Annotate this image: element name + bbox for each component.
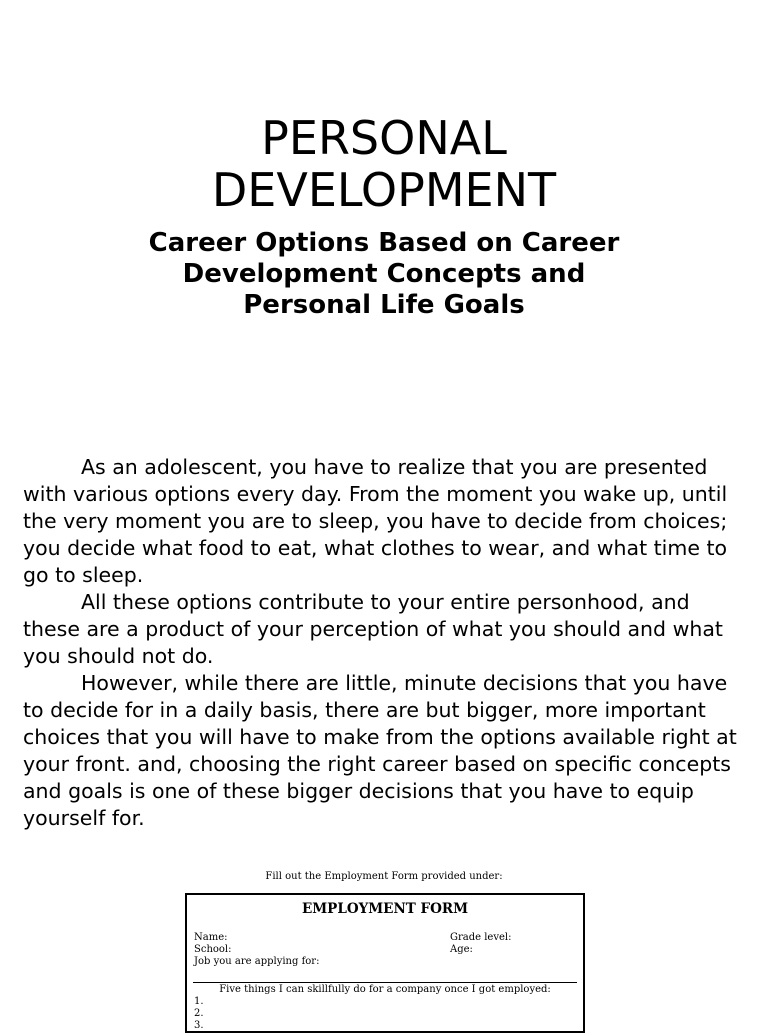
- document-title: [0, 112, 768, 216]
- subtitle-line: Development Concepts and: [182, 259, 586, 289]
- document-subtitle: [0, 228, 768, 321]
- list-number: 2.: [194, 1008, 204, 1019]
- age-field-label: Age:: [450, 944, 473, 955]
- body-text: [23, 454, 753, 832]
- title-line: DEVELOPMENT: [211, 163, 557, 217]
- name-field-label: Name:: [194, 932, 228, 943]
- grade-field-label: Grade level:: [450, 932, 512, 943]
- list-number: 1.: [194, 996, 204, 1007]
- title-line: PERSONAL: [261, 111, 507, 165]
- subtitle-line: Career Options Based on Career: [148, 228, 620, 258]
- paragraph: However, while there are little, minute decisions that you have to decide for in a daily basis, there are but bigger, more important choices that you will have to make from the options available right at your front. and, choosing the right career based on specific concepts and goals is one of these bigger decisions that you have to equip yourself for.: [23, 671, 737, 830]
- employment-form: [185, 893, 585, 1033]
- list-number: 3.: [194, 1020, 204, 1031]
- school-field-label: School:: [194, 944, 232, 955]
- subtitle-line: Personal Life Goals: [243, 290, 525, 320]
- job-field-label: Job you are applying for:: [194, 956, 320, 967]
- skills-prompt: Five things I can skillfully do for a company once I got employed:: [219, 984, 551, 995]
- form-title: EMPLOYMENT FORM: [301, 901, 469, 917]
- form-instruction: Fill out the Employment Form provided under:: [265, 871, 503, 882]
- paragraph: All these options contribute to your entire personhood, and these are a product of your perception of what you should and what you should not do.: [23, 590, 723, 668]
- form-divider: [193, 982, 577, 983]
- paragraph: As an adolescent, you have to realize that you are presented with various options every day. From the moment you wake up, until the very moment you are to sleep, you have to decide from choices; you decide what food to eat, what clothes to wear, and what time to go to sleep.: [23, 455, 728, 587]
